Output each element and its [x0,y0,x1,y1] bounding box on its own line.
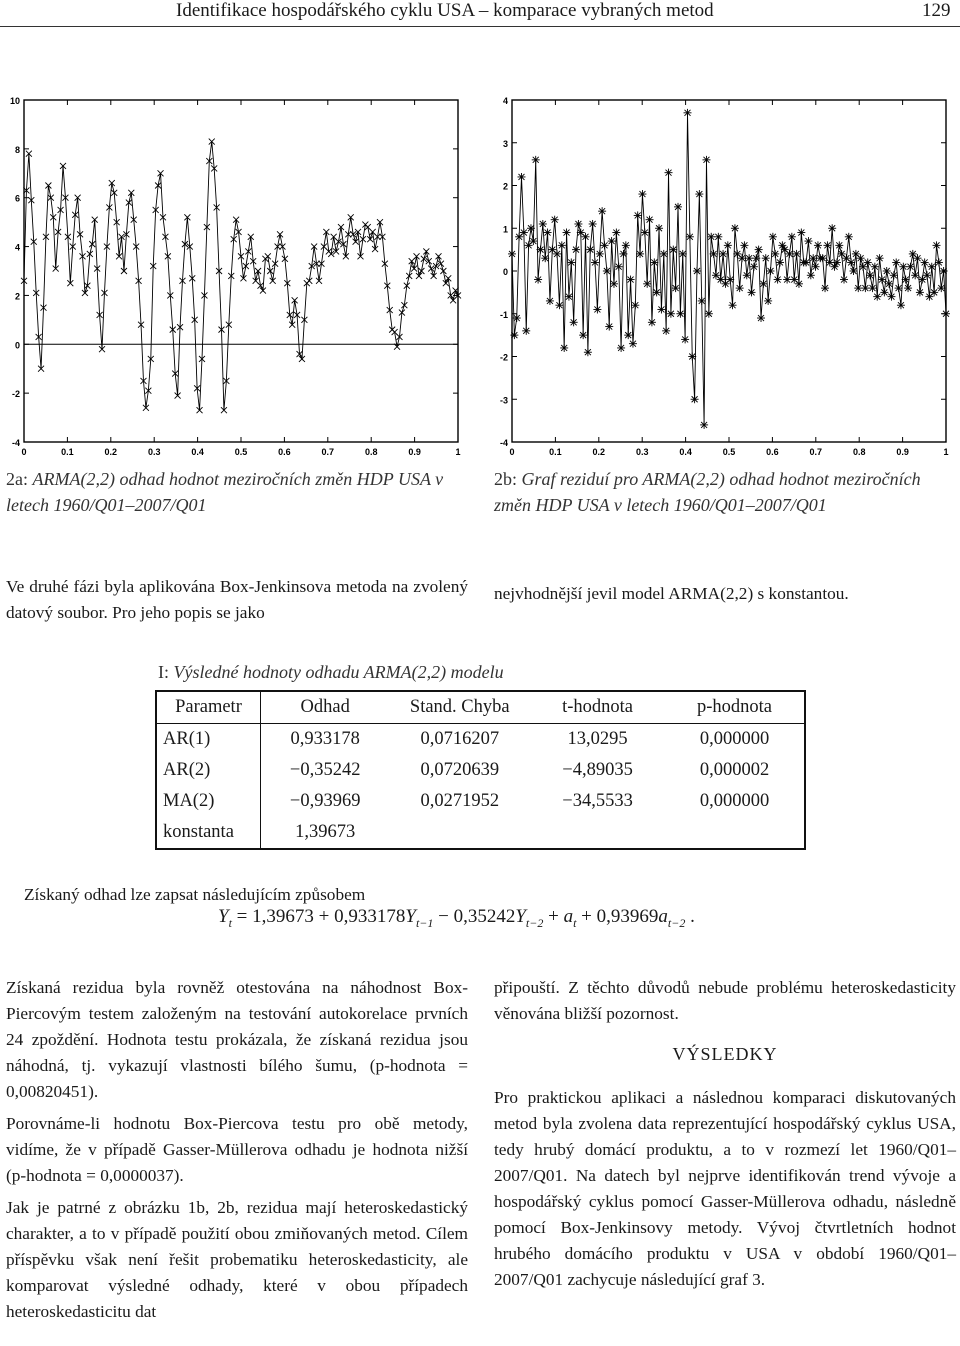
table-cell: MA(2) [156,786,260,817]
data-point [353,239,359,245]
data-point [823,241,831,249]
eq-constant: 1,39673 [252,906,314,927]
figure-2a-chart [0,88,470,460]
data-point [655,224,663,232]
data-point [646,216,654,224]
data-point [423,248,429,254]
figure-2b-chart [480,88,960,460]
data-point [522,327,530,335]
y-tick-label: 8 [14,144,20,155]
data-point [683,109,691,117]
data-point [940,267,948,275]
figure-2b-label: 2b: [494,469,518,489]
data-point [693,267,701,275]
data-point [584,348,592,356]
y-tick-label: -3 [499,395,508,406]
data-point [774,276,782,284]
data-point [878,276,886,284]
y-tick-label: -2 [11,389,20,400]
section-heading-vysledky: VÝSLEDKY [672,1044,778,1064]
data-point [897,301,905,309]
table-title [158,662,504,683]
table-cell [665,817,805,849]
data-point [850,267,858,275]
x-tick-label: 0 [509,447,515,457]
plot-frame [24,100,458,442]
data-point [854,284,862,292]
data-point [679,250,687,258]
data-point [819,254,827,262]
right-column [494,975,956,1033]
data-point [563,229,571,237]
data-point [700,421,708,429]
data-point [702,156,710,164]
data-point [536,246,544,254]
table-cell: −0,35242 [289,760,361,780]
data-point [615,263,623,271]
data-point [771,250,779,258]
table-cell: 0,0720639 [420,760,500,780]
col-header-t-hodnota: t-hodnota [530,691,665,724]
data-point [914,254,922,262]
table-cell: −34,5533 [562,791,633,811]
col-header-parametr: Parametr [156,691,260,724]
figure-2a-caption-text: ARMA(2,2) odhad hodnot meziročních změn HDP USA v letech 1960/Q01–2007/Q01 [6,469,444,515]
data-point [641,229,649,237]
x-tick-label: 0.5 [234,447,248,457]
left-column [6,975,468,1331]
eq-ar1: 0,933178 [334,906,406,927]
data-point [653,288,661,296]
data-point [532,156,540,164]
data-point [529,237,537,245]
data-point [812,263,820,271]
data-point [513,314,521,322]
data-point [828,224,836,232]
data-point [821,284,829,292]
data-point [750,263,758,271]
data-point [762,254,770,262]
data-point [930,288,938,296]
data-point [657,305,665,313]
data-point [835,241,843,249]
data-point [783,276,791,284]
y-tick-label: 4 [14,242,20,253]
table-caption: Výsledné hodnoty odhadu ARMA(2,2) modelu [173,662,504,682]
data-point [714,233,722,241]
equation-intro: Získaný odhad lze zapsat následujícím způsobem [24,885,366,904]
data-point [738,254,746,262]
x-tick-label: 0.7 [809,447,823,457]
data-point [764,297,772,305]
data-point [688,353,696,361]
data-point [883,267,891,275]
table-cell [530,817,665,849]
y-tick-label: 3 [502,138,508,149]
data-point [871,263,879,271]
table-label: I: [158,662,169,682]
data-point [840,276,848,284]
data-point [776,258,784,266]
data-point [534,276,542,284]
table-row [156,817,805,849]
data-point [923,271,931,279]
data-point [743,271,751,279]
table-cell: 0,0271952 [420,791,500,811]
data-point [662,327,670,335]
data-point [593,305,601,313]
data-point [864,258,872,266]
data-point [937,284,945,292]
x-tick-label: 0.5 [722,447,736,457]
figure-2a-caption [6,466,468,518]
data-point [745,254,753,262]
table-row [156,724,805,756]
data-point [650,258,658,266]
table-row [156,755,805,786]
figure-2b-caption [494,466,956,518]
data-point [933,241,941,249]
data-point [719,250,727,258]
table-cell: 13,0295 [567,729,628,749]
equation: $Y_t = 1,39673 + 0,933178Y_{t-1} - 0,35242Y_{t-2} + a_t + 0,93969a_{t-2}$ . [218,906,695,930]
data-point [880,288,888,296]
data-point [895,284,903,292]
intro-paragraph-right: nejvhodnější jevil model ARMA(2,2) s konstantou. [494,584,849,603]
y-tick-label: 0 [502,267,508,277]
y-tick-label: -1 [499,309,508,320]
data-point [785,250,793,258]
data-point [579,331,587,339]
data-point [857,254,865,262]
table-cell: 0,000000 [699,729,770,749]
data-point [769,233,777,241]
data-point [669,246,677,254]
data-point [648,318,656,326]
data-point [759,280,767,288]
data-point [695,190,703,198]
x-tick-label: 0.6 [766,447,779,457]
table-cell: 0,000000 [699,791,770,811]
data-point [598,207,606,215]
y-tick-label: -2 [499,352,508,363]
data-point [767,267,775,275]
table-cell: AR(1) [156,724,260,756]
data-point [617,344,625,352]
paragraph: Porovnáme-li hodnotu Box-Piercova testu pro obě metody, vidíme, že v případě Gasser-Müllerova odhadu je hodnota nižší (p-hodnota = 0,0000037). [6,1114,468,1185]
data-point [698,297,706,305]
data-point [724,241,732,249]
data-point [681,335,689,343]
data-point [868,284,876,292]
data-point [629,340,637,348]
col-header-odhad: Odhad [260,691,389,724]
x-tick-label: 0.6 [278,447,291,457]
running-header [0,0,960,27]
series-line [512,113,946,425]
data-point [890,271,898,279]
data-point [544,229,552,237]
data-point [906,263,914,271]
x-tick-label: 0.1 [549,447,562,457]
data-point [643,280,651,288]
results-table [155,690,806,850]
data-point [574,220,582,228]
data-point [591,258,599,266]
data-point [876,254,884,262]
data-point [612,229,620,237]
data-point [565,293,573,301]
data-point [676,310,684,318]
data-point [431,273,437,279]
data-point [861,284,869,292]
y-tick-label: 10 [9,96,20,106]
data-point [793,250,801,258]
data-point [845,233,853,241]
data-point [605,323,613,331]
table-cell [389,817,530,849]
data-point [902,276,910,284]
col-header-stand-chyba: Stand. Chyba [389,691,530,724]
data-point [560,344,568,352]
data-point [904,284,912,292]
data-point [911,271,919,279]
table-cell: AR(2) [156,755,260,786]
table-row [156,786,805,817]
x-tick-label: 0.2 [104,447,118,457]
data-point [710,250,718,258]
data-point [736,284,744,292]
data-point [572,246,580,254]
data-point [942,310,950,318]
data-point [814,241,822,249]
page-number: 129 [922,0,951,21]
data-point [608,237,616,245]
data-point [555,301,563,309]
x-tick-label: 1 [455,447,461,457]
table-cell: −4,89035 [562,760,633,780]
x-tick-label: 0.8 [852,447,866,457]
data-point [631,301,639,309]
data-point [731,224,739,232]
data-point [517,173,525,181]
y-tick-label: -4 [11,438,20,448]
data-point [866,271,874,279]
data-point [797,229,805,237]
data-point [686,233,694,241]
eq-ma2: 0,93969 [596,906,659,927]
data-point [539,220,547,228]
data-point [691,395,699,403]
x-tick-label: 0.8 [364,447,378,457]
y-tick-label: 2 [14,291,20,302]
data-point [847,258,855,266]
data-point [921,258,929,266]
data-point [887,293,895,301]
data-point [705,310,713,318]
data-point [707,233,715,241]
intro-paragraph-left: Ve druhé fázi byla aplikována Box-Jenkinsova metoda na zvolený datový soubor. Pro jeho popis se jako [6,577,468,622]
data-point [809,254,817,262]
data-point [833,258,841,266]
data-point [551,216,559,224]
data-point [899,263,907,271]
data-point [603,267,611,275]
data-point [582,233,590,241]
y-tick-label: 4 [502,96,508,106]
data-point [435,253,441,259]
data-point [570,318,578,326]
data-point [553,250,561,258]
data-point [672,284,680,292]
data-point [600,241,608,249]
data-point [928,263,936,271]
x-tick-label: 0.3 [635,447,649,457]
y-tick-label: 6 [14,193,20,204]
data-point [804,237,812,245]
running-title: Identifikace hospodářského cyklu USA – komparace vybraných metod [176,0,714,21]
data-point [752,254,760,262]
data-point [508,250,516,258]
figure-2a-label: 2a: [6,469,28,489]
x-tick-label: 0.9 [408,447,421,457]
data-point [807,271,815,279]
x-tick-label: 0 [21,447,27,457]
x-tick-label: 0.4 [679,447,692,457]
y-tick-label: 1 [502,224,508,235]
data-point [546,297,554,305]
x-tick-label: 0.4 [191,447,204,457]
x-tick-label: 0.9 [896,447,909,457]
x-tick-label: 0.1 [61,447,74,457]
data-point [567,258,575,266]
data-point [729,301,737,309]
data-point [873,293,881,301]
data-point [788,233,796,241]
x-tick-label: 0.7 [321,447,335,457]
data-point [660,250,668,258]
x-tick-label: 1 [943,447,949,457]
data-point [755,246,763,254]
data-point [748,288,756,296]
data-point [638,190,646,198]
data-point [935,258,943,266]
data-point [619,250,627,258]
table-cell: −0,93969 [289,791,361,811]
data-point [558,241,566,249]
data-point [885,280,893,288]
table-cell: 0,000002 [699,760,770,780]
data-point [636,250,644,258]
data-point [586,246,594,254]
data-point [624,331,632,339]
data-point [795,280,803,288]
data-point [622,241,630,249]
data-point [916,288,924,296]
data-point [610,280,618,288]
table-header-row [156,691,805,724]
data-point [726,276,734,284]
results-paragraph: Pro praktickou aplikaci a následnou komparaci diskutovaných metod byla zvolena data reprezentující hospodářský cyklus USA, tedy hrubý domácí produktu, a to v rozmezí let 1960/Q01–2007/Q01. Na datech byl nejprve identifikován trend vývoje a hospodářský cyklus pomocí Gasser-Müllerova odhadu, následně pomocí Box-Jenkinsovy metody. Vývoj čtvrtletních hodnot hrubého domácího produktu v USA v období 1960/Q01–2007/Q01 zachycuje následující graf 3. [494,1088,956,1289]
y-tick-label: -4 [499,438,508,448]
table-cell: konstanta [156,817,260,849]
y-tick-label: 2 [502,181,508,192]
data-point [757,314,765,322]
data-point [802,258,810,266]
paragraph: připouští. Z těchto důvodů nebude problému heteroskedasticity věnována bližší pozornost. [494,978,956,1023]
data-point [892,258,900,266]
paragraph: Jak je patrné z obrázku 1b, 2b, rezidua mají heteroskedastický charakter, a to v případě použití obou zmiňovaných metod. Cílem příspěvku však není řešit probematiku heteroskedasticity, ale komparovat výsledné odhady, které v obou případech heteroskedasticitu dat [6,1198,468,1321]
figure-2b-caption-text: Graf reziduí pro ARMA(2,2) odhad hodnot meziročních změn HDP USA v letech 1960/Q01–2007/Q01 [494,469,921,515]
x-tick-label: 0.2 [592,447,606,457]
y-tick-label: 0 [14,340,20,351]
table-cell: 0,933178 [290,729,360,749]
eq-lhs: Y [218,906,229,927]
data-point [510,331,518,339]
data-point [541,254,549,262]
data-point [665,169,673,177]
data-point [667,310,675,318]
col-header-p-hodnota: p-hodnota [665,691,805,724]
x-tick-label: 0.3 [147,447,161,457]
eq-ar2: 0,35242 [453,906,516,927]
data-point [634,211,642,219]
table-cell: 1,39673 [295,822,356,842]
data-point [520,229,528,237]
data-point [674,203,682,211]
data-point [527,224,535,232]
data-point [627,276,635,284]
data-point [596,250,604,258]
paragraph: Získaná rezidua byla rovněž otestována na náhodnost Box-Piercovým testem založeným na testování autokorelace prvních 24 zpoždění. Hodnota testu prokázala, že získaná rezidua jsou náhodná, tj. vykazují vlastnosti bílého šumu, (p-hodnota = 0,00820451). [6,978,468,1101]
table-cell: 0,0716207 [420,729,500,749]
data-point [740,241,748,249]
data-point [589,220,597,228]
